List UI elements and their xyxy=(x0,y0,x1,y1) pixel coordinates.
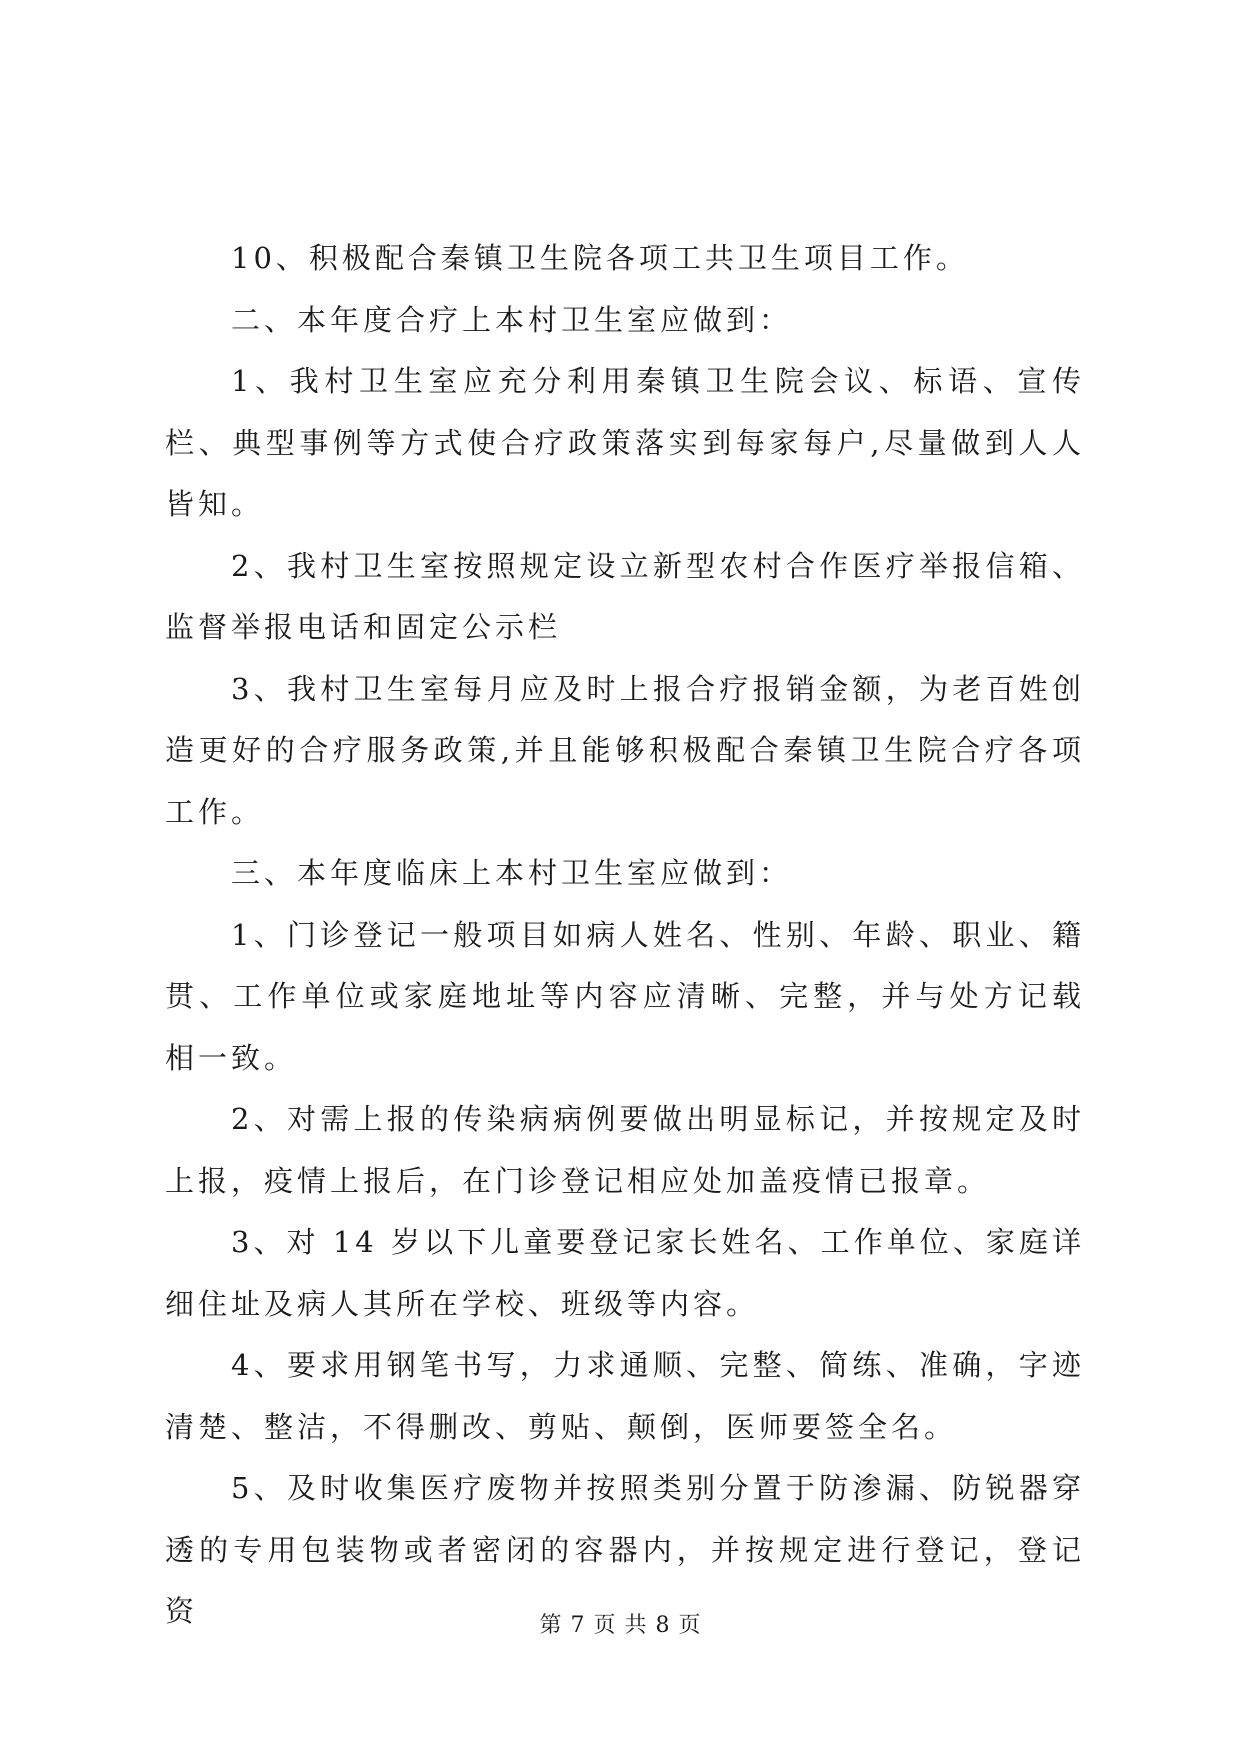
paragraph-item-10: 10、积极配合秦镇卫生院各项工共卫生项目工作。 xyxy=(231,241,969,275)
paragraph-item-3-3: 3、对 14 岁以下儿童要登记家长姓名、工作单位、家庭详细住址及病人其所在学校、班级等内容。 xyxy=(165,1225,1085,1321)
paragraph-item-3-5: 5、及时收集医疗废物并按照类别分置于防渗漏、防锐器穿透的专用包装物或者密闭的容器内，并按规定进行登记，登记资 xyxy=(165,1471,1085,1628)
document-body xyxy=(165,228,1085,1643)
section-heading-2: 二、本年度合疗上本村卫生室应做到： xyxy=(231,302,793,337)
paragraph-item-2-2: 2、我村卫生室按照规定设立新型农村合作医疗举报信箱、监督举报电话和固定公示栏 xyxy=(165,548,1085,644)
page-footer xyxy=(0,1608,1241,1639)
paragraph-item-3-1: 1、门诊登记一般项目如病人姓名、性别、年龄、职业、籍贯、工作单位或家庭地址等内容应清晰、完整，并与处方记载相一致。 xyxy=(165,917,1085,1075)
paragraph-item-3-2: 2、对需上报的传染病病例要做出明显标记，并按规定及时上报，疫情上报后，在门诊登记相应处加盖疫情已报章。 xyxy=(165,1102,1085,1198)
paragraph-item-2-1: 1、我村卫生室应充分利用秦镇卫生院会议、标语、宣传栏、典型事例等方式使合疗政策落实到每家每户,尽量做到人人皆知。 xyxy=(165,364,1085,521)
page-number-label: 第 7 页 共 8 页 xyxy=(539,1613,702,1638)
section-heading-3: 三、本年度临床上本村卫生室应做到： xyxy=(231,856,793,890)
paragraph-item-3-4: 4、要求用钢笔书写，力求通顺、完整、简练、准确，字迹清楚、整洁，不得删改、剪贴、颠倒，医师要签全名。 xyxy=(165,1348,1085,1444)
paragraph-item-2-3: 3、我村卫生室每月应及时上报合疗报销金额，为老百姓创造更好的合疗服务政策,并且能够积极配合秦镇卫生院合疗各项工作。 xyxy=(165,671,1085,829)
